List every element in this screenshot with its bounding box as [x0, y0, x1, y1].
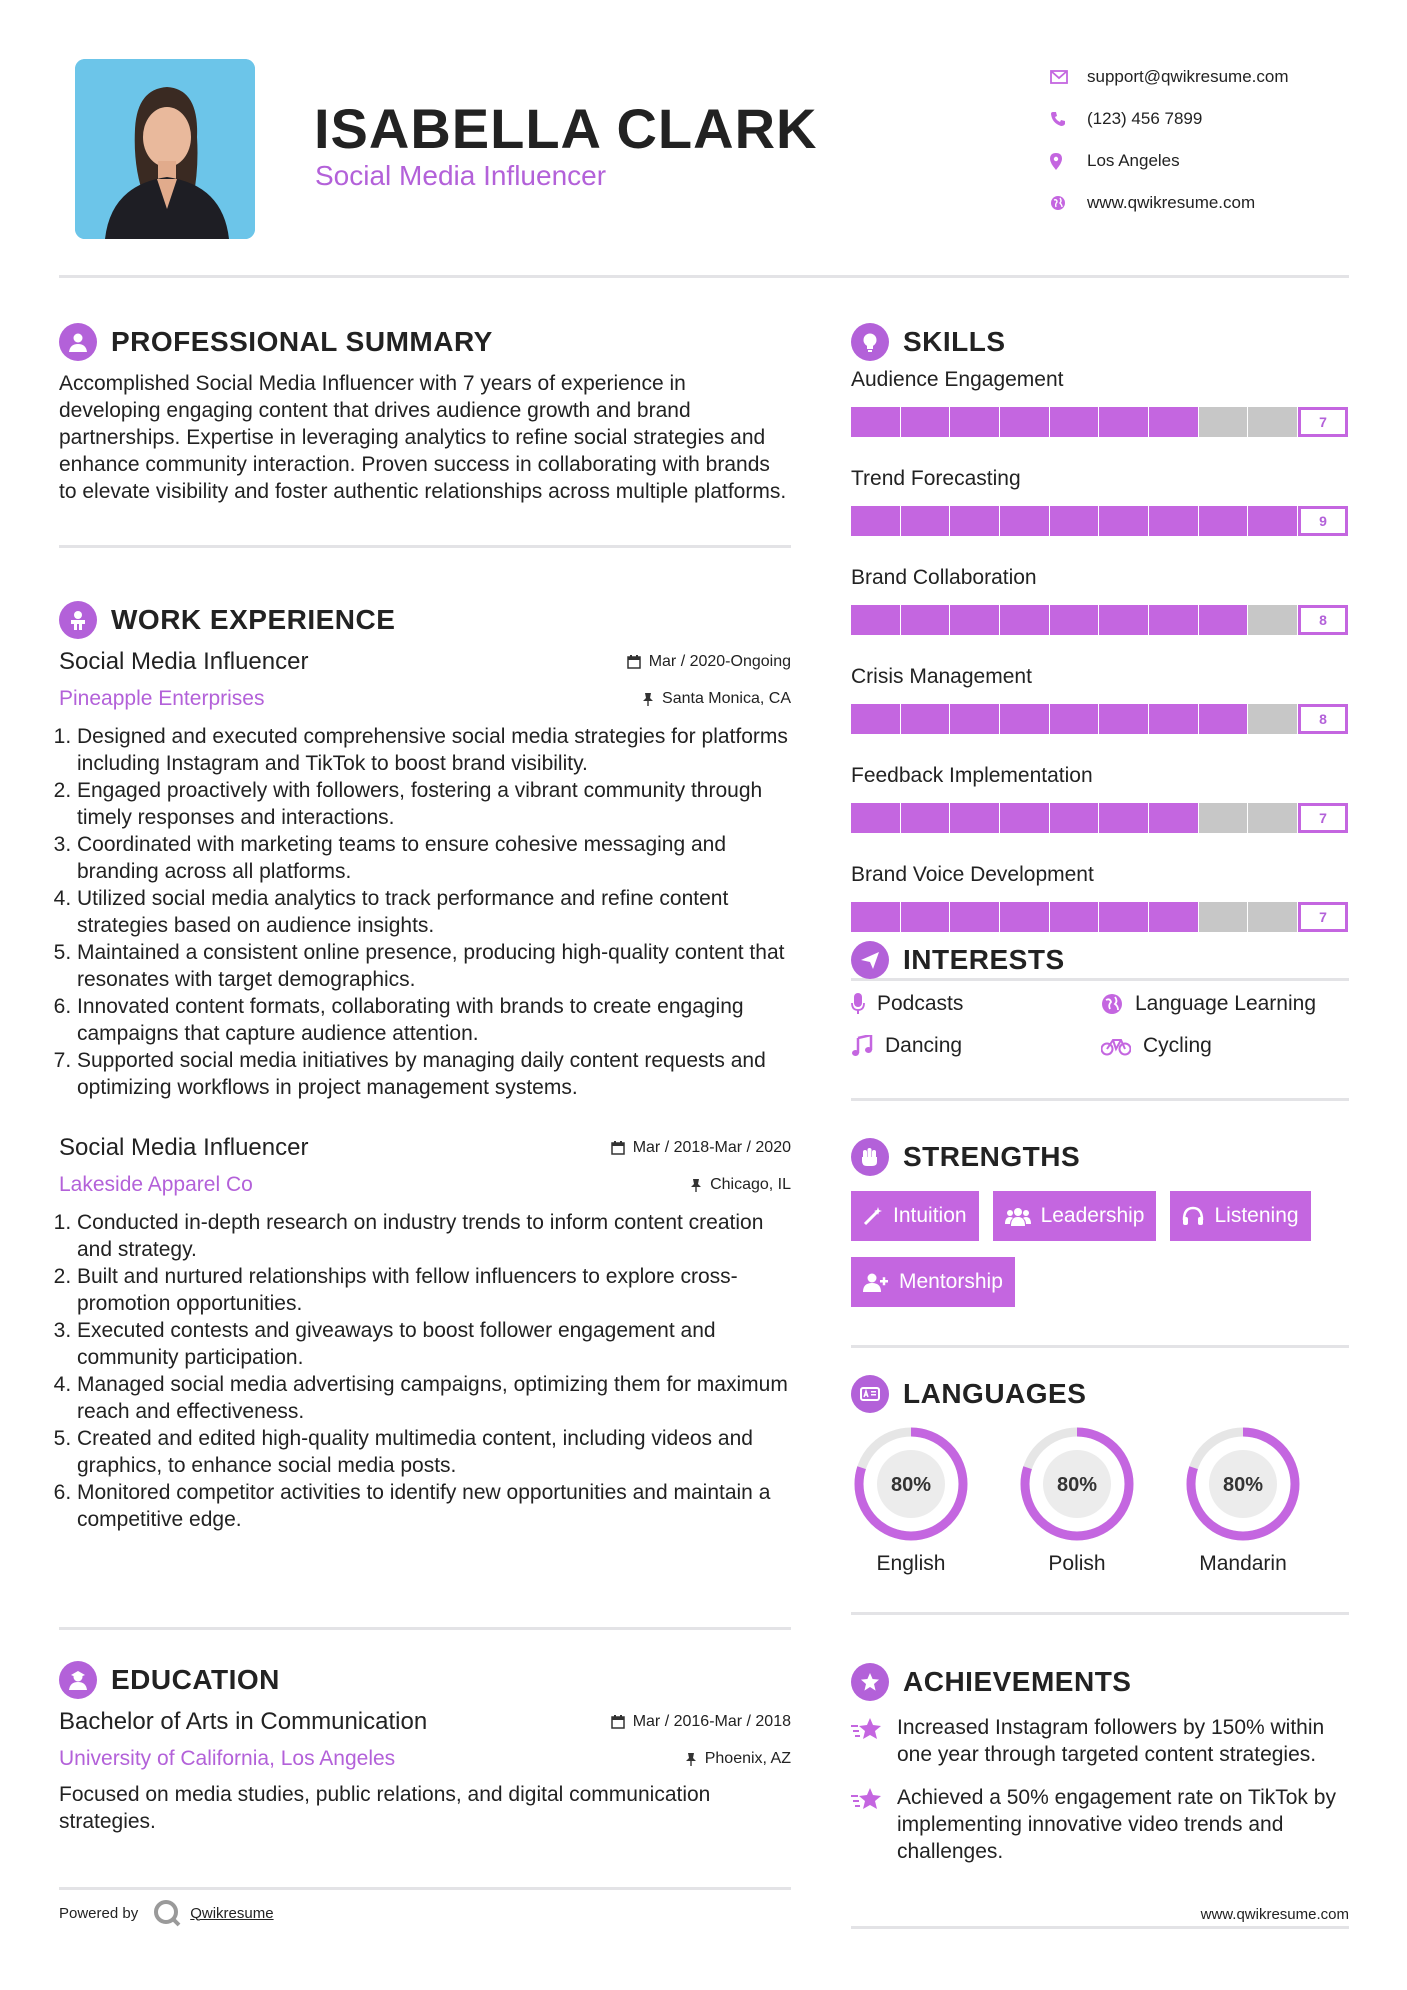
skills-section: [851, 322, 1349, 981]
powered-by-text: Powered by: [59, 1904, 139, 1922]
language-name: Mandarin: [1199, 1552, 1287, 1575]
contact-website[interactable]: [1050, 182, 1370, 224]
contact-list: [1050, 56, 1370, 224]
edu-dates: [611, 1713, 791, 1731]
skills-list: [851, 366, 1349, 932]
skill-bar-segment: [901, 605, 951, 635]
skill-bar-segment: [1099, 803, 1149, 833]
skill-bar-segment: [1000, 506, 1050, 536]
education-divider: [59, 1887, 791, 1890]
skill-bar-segment: [901, 902, 951, 932]
candidate-title: Social Media Influencer: [315, 160, 607, 191]
skill-bar-segment: [1099, 506, 1149, 536]
skill-item: [851, 564, 1349, 635]
job-bullet: 5. Maintained a consistent online presence, producing high-quality content that resonates with target demographics.: [77, 939, 791, 993]
location-text: Los Angeles: [1087, 151, 1180, 170]
email-text: support@qwikresume.com: [1087, 67, 1289, 86]
skill-bar-segment: [1099, 407, 1149, 437]
skill-name: Crisis Management: [851, 665, 1032, 688]
job-location-text: Santa Monica, CA: [662, 689, 791, 707]
skill-bar-segment: [1050, 704, 1100, 734]
interest-item: [1101, 1034, 1351, 1058]
star-icon: [851, 1716, 883, 1742]
strengths-heading: STRENGTHS: [903, 1141, 1081, 1172]
achievements-divider: [851, 1926, 1349, 1929]
map-pin-icon: [1050, 153, 1087, 170]
edu-description: Focused on media studies, public relations, and digital communication strategies.: [59, 1783, 711, 1833]
skill-item: [851, 663, 1349, 734]
skill-bar: [851, 902, 1348, 932]
edu-school: University of California, Los Angeles: [59, 1746, 396, 1770]
work-section: [59, 600, 791, 1533]
job-row-1: [59, 1129, 791, 1166]
microphone-icon: [851, 993, 865, 1015]
skill-bar-segment: [950, 407, 1000, 437]
job-location: [690, 1176, 791, 1194]
job-bullet: 6. Monitored competitor activities to identify new opportunities and maintain a competitive edge.: [77, 1479, 791, 1533]
calendar-icon: [611, 1141, 625, 1155]
skill-bar-segment: [950, 506, 1000, 536]
footer-website[interactable]: www.qwikresume.com: [1200, 1906, 1349, 1923]
job-bullets: [59, 1209, 791, 1533]
languages-heading: LANGUAGES: [903, 1378, 1087, 1409]
summary-header: [59, 322, 791, 362]
language-name: English: [876, 1552, 946, 1575]
skill-bar-segment: [1149, 605, 1199, 635]
skills-heading: SKILLS: [903, 326, 1006, 357]
summary-heading: PROFESSIONAL SUMMARY: [111, 326, 493, 357]
language-item: [1183, 1424, 1303, 1576]
achievement-text: Achieved a 50% engagement rate on TikTok by implementing innovative video trends and challenges.: [897, 1786, 1336, 1863]
strengths-section: [851, 1137, 1349, 1348]
skill-level-badge: 7: [1298, 902, 1348, 932]
summary-text: Accomplished Social Media Influencer with 7 years of experience in developing engaging content that drives audience growth and brand partnerships. Expertise in leveraging analytics to refine social strategies and enhance community interaction. Proven success in collaborating with brands to elevate visibility and foster authentic relationships across multiple platforms.: [59, 372, 787, 503]
interest-label: Language Learning: [1135, 992, 1317, 1015]
skill-bar-segment: [1248, 605, 1298, 635]
skill-name: Brand Collaboration: [851, 566, 1037, 589]
skill-bar-segment: [1149, 407, 1199, 437]
job-location: [642, 690, 791, 708]
pin-icon: [642, 692, 654, 706]
job-bullet: 2. Built and nurtured relationships with fellow influencers to explore cross-promotion opportunities.: [77, 1263, 791, 1317]
edu-row-1: [59, 1703, 791, 1740]
paper-plane-icon: [851, 941, 889, 979]
skill-bar-segment: [1099, 704, 1149, 734]
lightbulb-icon: [851, 323, 889, 361]
job-row-2: [59, 1166, 791, 1203]
skill-level-badge: 9: [1298, 506, 1348, 536]
skill-item: [851, 762, 1349, 833]
job-bullet: 5. Created and edited high-quality multimedia content, including videos and graphics, to enhance social media posts.: [77, 1425, 791, 1479]
achievements-heading: ACHIEVEMENTS: [903, 1666, 1132, 1697]
skill-bar-segment: [1248, 803, 1298, 833]
job-dates: [611, 1139, 791, 1157]
language-donut: [1017, 1424, 1137, 1544]
skill-bar-segment: [1000, 902, 1050, 932]
strength-tags: [851, 1191, 1331, 1307]
skill-item: [851, 465, 1349, 536]
skill-bar-segment: [851, 803, 901, 833]
skill-bar-segment: [1199, 704, 1249, 734]
skill-item: [851, 861, 1349, 932]
work-heading: WORK EXPERIENCE: [111, 604, 396, 635]
bicycle-icon: [1101, 1036, 1131, 1056]
calendar-icon: [611, 1715, 625, 1729]
contact-email[interactable]: [1050, 56, 1370, 98]
language-icon: [851, 1375, 889, 1413]
job-bullet: 4. Managed social media advertising campaigns, optimizing them for maximum reach and effectiveness.: [77, 1371, 791, 1425]
pin-icon: [690, 1178, 702, 1192]
skill-bar-segment: [1199, 902, 1249, 932]
skill-bar: [851, 605, 1348, 635]
edu-dates-text: Mar / 2016-Mar / 2018: [632, 1712, 791, 1730]
interests-grid: [851, 992, 1349, 1058]
globe-icon: [1101, 993, 1123, 1015]
skill-bar-segment: [1199, 407, 1249, 437]
star-icon: [851, 1786, 883, 1812]
phone-icon: [1050, 111, 1087, 127]
fist-icon: [851, 1138, 889, 1176]
interest-item: [851, 992, 1101, 1016]
skill-bar: [851, 803, 1348, 833]
job-row-1: [59, 643, 791, 680]
strength-tag: [851, 1191, 979, 1241]
job-bullet: 3. Executed contests and giveaways to boost follower engagement and community participation.: [77, 1317, 791, 1371]
skill-bar-segment: [1149, 506, 1199, 536]
skill-bar-segment: [1000, 605, 1050, 635]
skill-bar-segment: [901, 506, 951, 536]
contact-phone[interactable]: [1050, 98, 1370, 140]
job-company: Pineapple Enterprises: [59, 686, 265, 710]
languages-header: [851, 1374, 1349, 1414]
skill-bar-segment: [1199, 506, 1249, 536]
header-divider: [59, 275, 1349, 278]
user-plus-icon: [863, 1272, 889, 1292]
job-dates: [627, 653, 791, 671]
job-role: Social Media Influencer: [59, 647, 309, 675]
magic-wand-icon: [863, 1206, 883, 1226]
job-row-2: [59, 680, 791, 717]
skill-bar-segment: [1199, 605, 1249, 635]
skill-bar: [851, 506, 1348, 536]
brand-link[interactable]: Qwikresume: [190, 1904, 274, 1922]
job-bullet: 2. Engaged proactively with followers, fostering a vibrant community through timely responses and interactions.: [77, 777, 791, 831]
interest-label: Dancing: [885, 1034, 963, 1057]
language-item: [851, 1424, 971, 1576]
interest-item: [851, 1034, 1101, 1058]
skill-level-badge: 7: [1298, 407, 1348, 437]
summary-divider: [59, 545, 791, 548]
languages-divider: [851, 1612, 1349, 1615]
contact-location: [1050, 140, 1370, 182]
skill-bar-segment: [1248, 902, 1298, 932]
job-bullet: 7. Supported social media initiatives by managing daily content requests and optimizing workflows in project management systems.: [77, 1047, 791, 1101]
footer-powered-by: [59, 1898, 274, 1928]
skill-bar: [851, 407, 1348, 437]
website-text: www.qwikresume.com: [1087, 193, 1256, 212]
edu-location-text: Phoenix, AZ: [704, 1749, 791, 1767]
edu-location: [685, 1750, 791, 1768]
language-name: Polish: [1048, 1552, 1106, 1575]
skill-bar-segment: [1050, 407, 1100, 437]
job-bullet: 6. Innovated content formats, collaborating with brands to create engaging campaigns that capture audience attention.: [77, 993, 791, 1047]
skill-bar-segment: [1149, 704, 1199, 734]
job-role: Social Media Influencer: [59, 1133, 309, 1161]
achievement-item: [851, 1784, 1349, 1865]
star-badge-icon: [851, 1663, 889, 1701]
education-header: [59, 1660, 791, 1700]
candidate-name: ISABELLA CLARK: [314, 97, 818, 160]
job-bullet: 3. Coordinated with marketing teams to ensure cohesive messaging and branding across all platforms.: [77, 831, 791, 885]
achievements-section: [851, 1662, 1349, 1881]
interest-item: [1101, 992, 1351, 1016]
skill-bar-segment: [1000, 704, 1050, 734]
strength-label: Leadership: [1040, 1204, 1145, 1227]
skill-bar-segment: [1050, 605, 1100, 635]
skills-header: [851, 322, 1349, 362]
skill-bar-segment: [1099, 605, 1149, 635]
briefcase-icon: [59, 601, 97, 639]
users-icon: [1005, 1206, 1031, 1226]
skill-bar-segment: [950, 605, 1000, 635]
achievements-list: [851, 1714, 1349, 1865]
strength-tag: [993, 1191, 1157, 1241]
skill-bar-segment: [901, 407, 951, 437]
skill-bar-segment: [1248, 506, 1298, 536]
interests-heading: INTERESTS: [903, 944, 1065, 975]
skill-bar-segment: [1248, 704, 1298, 734]
interests-divider: [851, 1098, 1349, 1101]
skill-bar-segment: [1050, 902, 1100, 932]
skill-bar-segment: [1248, 407, 1298, 437]
achievement-text: Increased Instagram followers by 150% within one year through targeted content strategies.: [897, 1716, 1325, 1766]
job-bullet: 4. Utilized social media analytics to track performance and refine content strategies based on audience insights.: [77, 885, 791, 939]
skill-bar-segment: [851, 506, 901, 536]
skill-bar-segment: [851, 704, 901, 734]
strengths-divider: [851, 1345, 1349, 1348]
job-entry: [59, 1129, 791, 1533]
skill-bar-segment: [1000, 803, 1050, 833]
languages-section: [851, 1374, 1349, 1615]
qwikresume-logo-icon: [152, 1898, 182, 1928]
strength-tag: [1170, 1191, 1310, 1241]
pin-icon: [685, 1752, 697, 1766]
skill-bar-segment: [851, 605, 901, 635]
job-bullets: [59, 723, 791, 1101]
skill-item: [851, 366, 1349, 437]
language-percent: 80%: [1222, 1474, 1264, 1496]
strength-label: Mentorship: [899, 1270, 1003, 1293]
work-header: [59, 600, 791, 640]
skill-bar-segment: [1099, 902, 1149, 932]
headphones-icon: [1182, 1206, 1204, 1226]
strength-label: Intuition: [893, 1204, 967, 1227]
calendar-icon: [627, 655, 641, 669]
skill-bar-segment: [950, 803, 1000, 833]
skill-bar-segment: [1000, 407, 1050, 437]
job-location-text: Chicago, IL: [710, 1175, 791, 1193]
interests-section: [851, 940, 1349, 1101]
job-entry: [59, 643, 791, 1101]
skill-name: Feedback Implementation: [851, 764, 1093, 787]
skill-level-badge: 7: [1298, 803, 1348, 833]
music-note-icon: [851, 1035, 873, 1057]
summary-section: [59, 322, 791, 548]
skill-bar-segment: [1149, 803, 1199, 833]
email-icon: [1050, 70, 1087, 84]
interest-label: Podcasts: [877, 992, 964, 1015]
job-dates-text: Mar / 2018-Mar / 2020: [632, 1138, 791, 1156]
skill-bar-segment: [901, 803, 951, 833]
strength-label: Listening: [1214, 1204, 1299, 1227]
job-bullet: 1. Designed and executed comprehensive social media strategies for platforms including Instagram and TikTok to boost brand visibility.: [77, 723, 791, 777]
skill-bar: [851, 704, 1348, 734]
achievements-header: [851, 1662, 1349, 1702]
edu-degree: Bachelor of Arts in Communication: [59, 1707, 428, 1735]
work-divider: [59, 1627, 791, 1630]
strengths-header: [851, 1137, 1349, 1177]
graduation-icon: [59, 1661, 97, 1699]
skill-name: Trend Forecasting: [851, 467, 1021, 490]
skill-name: Brand Voice Development: [851, 863, 1094, 886]
interest-label: Cycling: [1143, 1034, 1212, 1057]
skill-level-badge: 8: [1298, 704, 1348, 734]
skill-bar-segment: [1149, 902, 1199, 932]
phone-text: (123) 456 7899: [1087, 109, 1203, 128]
interests-header: [851, 940, 1349, 980]
skill-bar-segment: [1050, 803, 1100, 833]
skill-bar-segment: [950, 902, 1000, 932]
skill-bar-segment: [1050, 506, 1100, 536]
language-percent: 80%: [1056, 1474, 1098, 1496]
language-item: [1017, 1424, 1137, 1576]
job-dates-text: Mar / 2020-Ongoing: [648, 652, 791, 670]
education-heading: EDUCATION: [111, 1664, 280, 1695]
avatar-illustration: [75, 59, 255, 239]
globe-icon: [1050, 195, 1087, 211]
strength-tag: [851, 1257, 1015, 1307]
skill-name: Audience Engagement: [851, 368, 1064, 391]
skill-bar-segment: [950, 704, 1000, 734]
user-icon: [59, 323, 97, 361]
skill-bar-segment: [901, 704, 951, 734]
skill-level-badge: 8: [1298, 605, 1348, 635]
skill-bar-segment: [1199, 803, 1249, 833]
education-section: [59, 1660, 791, 1835]
profile-photo: [75, 59, 255, 239]
edu-row-2: [59, 1740, 791, 1777]
language-donut: [851, 1424, 971, 1544]
language-percent: 80%: [890, 1474, 932, 1496]
job-company: Lakeside Apparel Co: [59, 1172, 253, 1196]
languages-list: [851, 1424, 1349, 1576]
achievement-item: [851, 1714, 1349, 1768]
language-donut: [1183, 1424, 1303, 1544]
skill-bar-segment: [851, 407, 901, 437]
job-bullet: 1. Conducted in-depth research on industry trends to inform content creation and strategy.: [77, 1209, 791, 1263]
skill-bar-segment: [851, 902, 901, 932]
